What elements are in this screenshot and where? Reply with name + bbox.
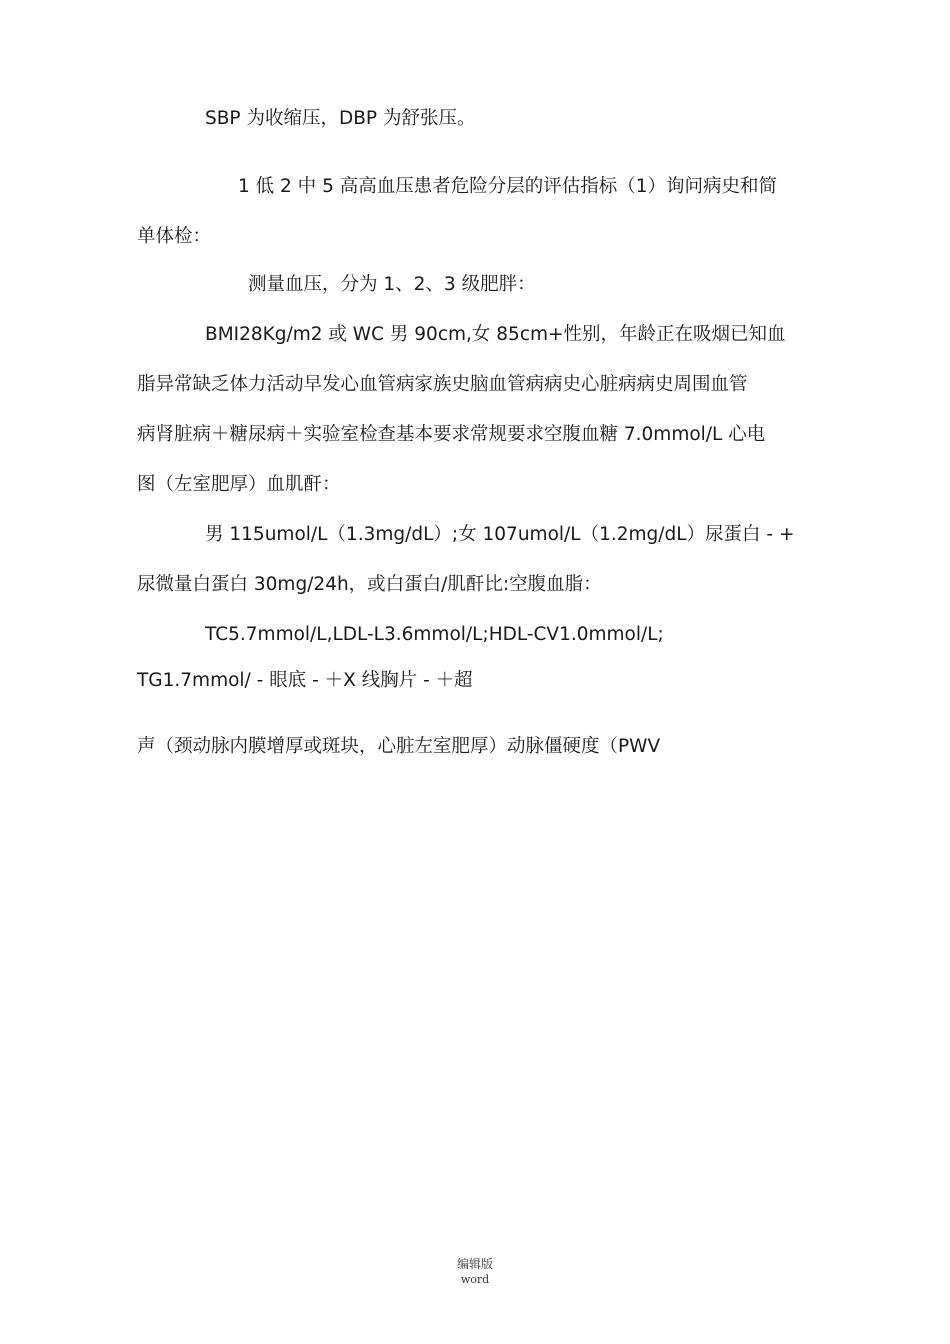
paragraph-line: 声（颈动脉内膜增厚或斑块，心脏左室肥厚）动脉僵硬度（PWV <box>137 736 661 757</box>
paragraph-line: 图（左室肥厚）血肌酐： <box>137 474 341 495</box>
paragraph-line: TG1.7mmol/ - 眼底 - ＋X 线胸片 - ＋超 <box>137 670 473 691</box>
paragraph-line: 1 低 2 中 5 高高血压患者危险分层的评估指标（1）询问病史和简 <box>238 176 777 197</box>
paragraph-line: SBP 为收缩压，DBP 为舒张压。 <box>205 108 476 129</box>
paragraph-line: 病肾脏病＋糖尿病＋实验室检查基本要求常规要求空腹血糖 7.0mmol/L 心电 <box>137 424 766 445</box>
paragraph-line: TC5.7mmol/L,LDL-L3.6mmol/L;HDL-CV1.0mmol/L; <box>205 624 664 645</box>
paragraph-line: 单体检： <box>137 226 212 247</box>
footer-sublabel: word <box>460 1273 490 1286</box>
paragraph-line: BMI28Kg/m2 或 WC 男 90cm,女 85cm+性别，年龄正在吸烟已知血 <box>205 324 786 345</box>
paragraph-line: 测量血压，分为 1、2、3 级肥胖： <box>248 274 536 295</box>
paragraph-line: 尿微量白蛋白 30mg/24h，或白蛋白/肌酐比:空腹血脂： <box>137 574 602 595</box>
paragraph-line: 男 115umol/L（1.3mg/dL）;女 107umol/L（1.2mg/dL）尿蛋白 - + <box>205 524 795 545</box>
footer-label: 编辑版 <box>456 1257 493 1271</box>
paragraph-line: 脂异常缺乏体力活动早发心血管病家族史脑血管病病史心脏病病史周围血管 <box>137 374 748 395</box>
